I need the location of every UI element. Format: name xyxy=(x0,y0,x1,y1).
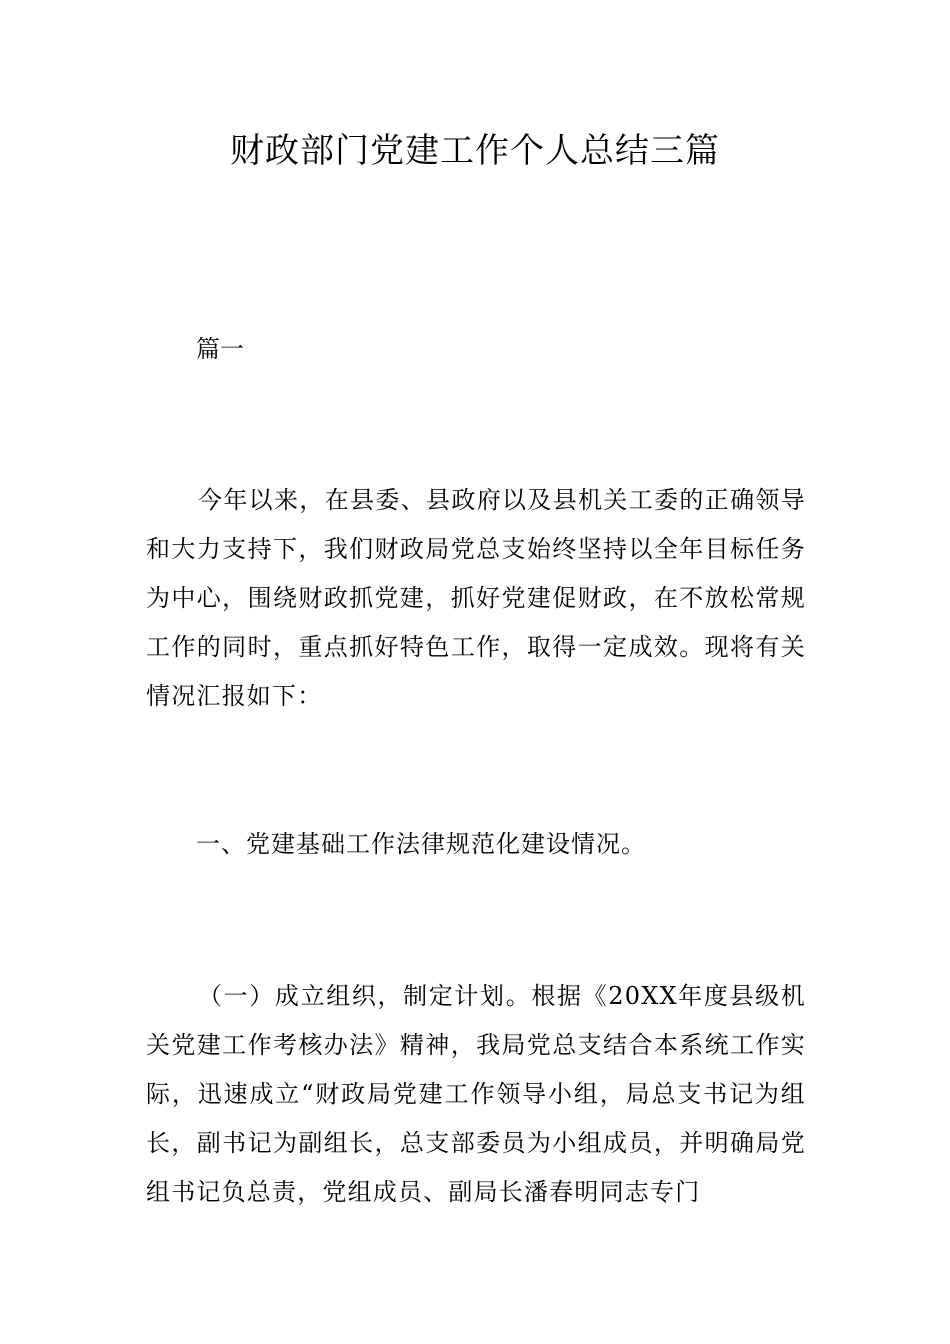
intro-paragraph: 今年以来，在县委、县政府以及县机关工委的正确领导和大力支持下，我们财政局党总支始终坚持以全年目标任务为中心，围绕财政抓党建，抓好党建促财政，在不放松常规工作的同时，重点抓好特色工作，取得一定成效。现将有关情况汇报如下： xyxy=(146,486,806,710)
section-heading: 一、党建基础工作法律规范化建设情况。 xyxy=(196,830,646,858)
section-label: 篇一 xyxy=(196,335,244,363)
document-title: 财政部门党建工作个人总结三篇 xyxy=(230,131,720,171)
body-paragraph: （一）成立组织，制定计划。根据《20XX年度县级机关党建工作考核办法》精神，我局党总支结合本系统工作实际，迅速成立“财政局党建工作领导小组，局总支书记为组长，副书记为副组长，总支部委员为小组成员，并明确局党组书记负总责，党组成员、副局长潘春明同志专门 xyxy=(146,982,806,1206)
